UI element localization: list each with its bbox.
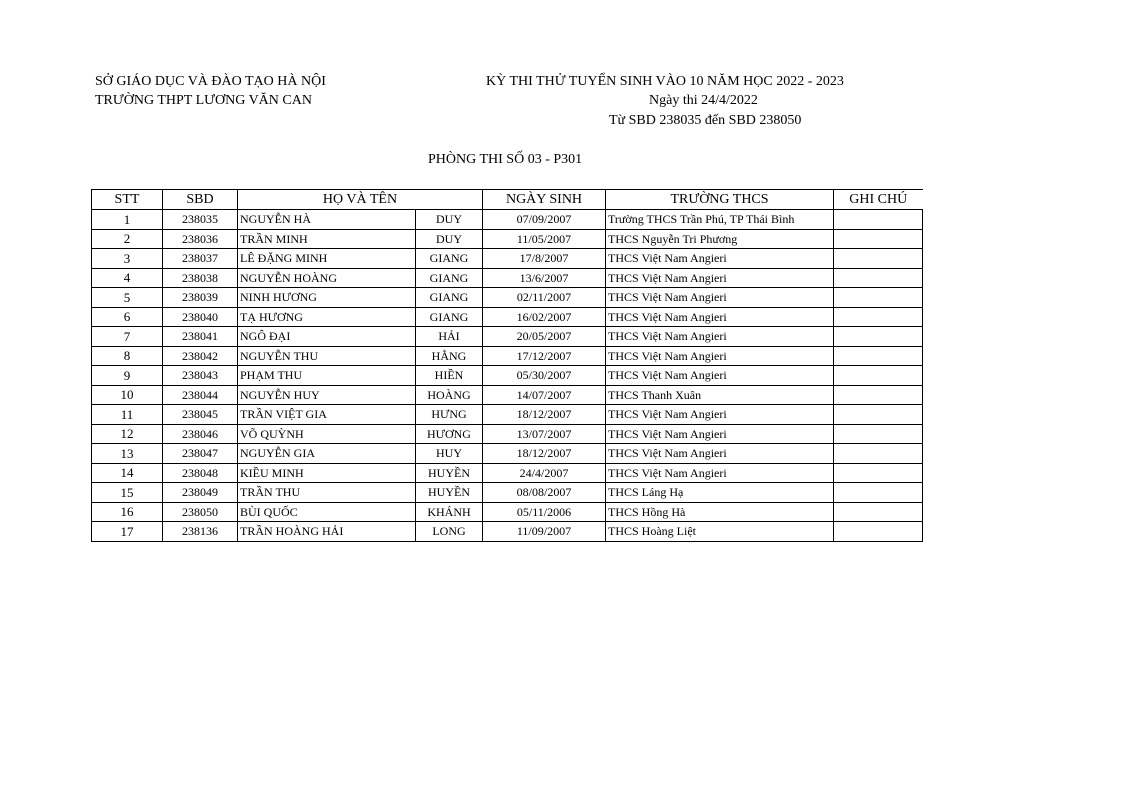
row-given-name: KHÁNH — [416, 502, 483, 522]
row-note — [834, 249, 923, 269]
row-given-name: HUY — [416, 444, 483, 464]
col-header-school: TRƯỜNG THCS — [606, 190, 834, 210]
row-stt: 15 — [92, 483, 163, 503]
row-given-name: HẰNG — [416, 346, 483, 366]
row-stt: 9 — [92, 366, 163, 386]
row-family-name: NINH HƯƠNG — [238, 288, 416, 308]
row-school: THCS Việt Nam Angieri — [606, 327, 834, 347]
row-date-of-birth: 08/08/2007 — [483, 483, 606, 503]
table-row — [92, 483, 923, 503]
table-row — [92, 307, 923, 327]
row-note — [834, 483, 923, 503]
row-date-of-birth: 02/11/2007 — [483, 288, 606, 308]
exam-date: Ngày thi 24/4/2022 — [649, 93, 758, 108]
row-sbd: 238136 — [163, 522, 238, 542]
table-row — [92, 522, 923, 542]
row-school: THCS Việt Nam Angieri — [606, 463, 834, 483]
row-school: THCS Nguyễn Tri Phương — [606, 229, 834, 249]
row-given-name: GIANG — [416, 249, 483, 269]
row-given-name: GIANG — [416, 288, 483, 308]
row-stt: 5 — [92, 288, 163, 308]
row-sbd: 238037 — [163, 249, 238, 269]
row-school: THCS Việt Nam Angieri — [606, 288, 834, 308]
table-row — [92, 229, 923, 249]
row-sbd: 238036 — [163, 229, 238, 249]
row-stt: 10 — [92, 385, 163, 405]
row-note — [834, 522, 923, 542]
row-school: THCS Thanh Xuân — [606, 385, 834, 405]
row-date-of-birth: 05/30/2007 — [483, 366, 606, 386]
row-date-of-birth: 13/6/2007 — [483, 268, 606, 288]
row-sbd: 238038 — [163, 268, 238, 288]
row-sbd: 238042 — [163, 346, 238, 366]
row-note — [834, 366, 923, 386]
row-school: THCS Việt Nam Angieri — [606, 405, 834, 425]
row-stt: 14 — [92, 463, 163, 483]
row-sbd: 238046 — [163, 424, 238, 444]
row-sbd: 238041 — [163, 327, 238, 347]
row-date-of-birth: 13/07/2007 — [483, 424, 606, 444]
row-school: THCS Việt Nam Angieri — [606, 424, 834, 444]
row-given-name: GIANG — [416, 307, 483, 327]
row-date-of-birth: 18/12/2007 — [483, 444, 606, 464]
row-stt: 16 — [92, 502, 163, 522]
row-date-of-birth: 24/4/2007 — [483, 463, 606, 483]
col-header-dob: NGÀY SINH — [483, 190, 606, 210]
row-family-name: NGUYỄN HOÀNG — [238, 268, 416, 288]
row-family-name: NGÔ ĐẠI — [238, 327, 416, 347]
row-sbd: 238049 — [163, 483, 238, 503]
row-date-of-birth: 11/05/2007 — [483, 229, 606, 249]
table-row — [92, 385, 923, 405]
table-row — [92, 366, 923, 386]
row-sbd: 238045 — [163, 405, 238, 425]
row-sbd: 238047 — [163, 444, 238, 464]
row-given-name: HẢI — [416, 327, 483, 347]
row-note — [834, 405, 923, 425]
table-row — [92, 268, 923, 288]
row-note — [834, 288, 923, 308]
row-date-of-birth: 20/05/2007 — [483, 327, 606, 347]
sbd-range: Từ SBD 238035 đến SBD 238050 — [609, 113, 802, 128]
row-note — [834, 268, 923, 288]
row-sbd: 238050 — [163, 502, 238, 522]
row-school: THCS Việt Nam Angieri — [606, 366, 834, 386]
table-row — [92, 346, 923, 366]
row-given-name: HUYỀN — [416, 463, 483, 483]
row-school: THCS Việt Nam Angieri — [606, 307, 834, 327]
row-given-name: HOÀNG — [416, 385, 483, 405]
department-name: SỞ GIÁO DỤC VÀ ĐÀO TẠO HÀ NỘI — [95, 74, 326, 89]
col-header-name: HỌ VÀ TÊN — [238, 190, 483, 210]
row-date-of-birth: 16/02/2007 — [483, 307, 606, 327]
row-date-of-birth: 17/12/2007 — [483, 346, 606, 366]
table-header-row — [92, 190, 923, 210]
row-date-of-birth: 11/09/2007 — [483, 522, 606, 542]
row-sbd: 238048 — [163, 463, 238, 483]
row-family-name: TRẦN THU — [238, 483, 416, 503]
row-family-name: VÕ QUỲNH — [238, 424, 416, 444]
row-family-name: TRẦN HOÀNG HẢI — [238, 522, 416, 542]
table-row — [92, 444, 923, 464]
col-header-sbd: SBD — [163, 190, 238, 210]
table-row — [92, 463, 923, 483]
table-row — [92, 405, 923, 425]
row-sbd: 238039 — [163, 288, 238, 308]
row-stt: 2 — [92, 229, 163, 249]
row-family-name: TRẦN MINH — [238, 229, 416, 249]
table-row — [92, 327, 923, 347]
candidate-table — [91, 189, 923, 542]
row-stt: 3 — [92, 249, 163, 269]
row-stt: 7 — [92, 327, 163, 347]
row-date-of-birth: 07/09/2007 — [483, 210, 606, 230]
row-note — [834, 463, 923, 483]
row-school: THCS Láng Hạ — [606, 483, 834, 503]
row-sbd: 238035 — [163, 210, 238, 230]
col-header-note: GHI CHÚ — [834, 190, 923, 210]
row-family-name: TẠ HƯƠNG — [238, 307, 416, 327]
row-school: Trường THCS Trần Phú, TP Thái Bình — [606, 210, 834, 230]
school-name: TRƯỜNG THPT LƯƠNG VĂN CAN — [95, 93, 312, 108]
table-row — [92, 249, 923, 269]
row-note — [834, 385, 923, 405]
row-given-name: DUY — [416, 229, 483, 249]
row-school: THCS Việt Nam Angieri — [606, 346, 834, 366]
row-note — [834, 307, 923, 327]
row-stt: 17 — [92, 522, 163, 542]
row-note — [834, 502, 923, 522]
row-family-name: LÊ ĐẶNG MINH — [238, 249, 416, 269]
row-given-name: HƯNG — [416, 405, 483, 425]
row-school: THCS Việt Nam Angieri — [606, 249, 834, 269]
row-family-name: NGUYỄN HÀ — [238, 210, 416, 230]
row-note — [834, 424, 923, 444]
row-family-name: TRẦN VIỆT GIA — [238, 405, 416, 425]
room-title: PHÒNG THI SỐ 03 - P301 — [428, 152, 583, 167]
row-family-name: PHẠM THU — [238, 366, 416, 386]
row-given-name: DUY — [416, 210, 483, 230]
row-school: THCS Việt Nam Angieri — [606, 268, 834, 288]
table-body — [92, 210, 923, 542]
col-header-stt: STT — [92, 190, 163, 210]
row-school: THCS Hoàng Liệt — [606, 522, 834, 542]
row-date-of-birth: 14/07/2007 — [483, 385, 606, 405]
row-note — [834, 229, 923, 249]
row-given-name: HIỀN — [416, 366, 483, 386]
row-stt: 8 — [92, 346, 163, 366]
table-row — [92, 288, 923, 308]
row-family-name: BÙI QUỐC — [238, 502, 416, 522]
row-note — [834, 444, 923, 464]
row-stt: 12 — [92, 424, 163, 444]
row-sbd: 238040 — [163, 307, 238, 327]
row-date-of-birth: 17/8/2007 — [483, 249, 606, 269]
row-sbd: 238043 — [163, 366, 238, 386]
table-row — [92, 502, 923, 522]
row-stt: 4 — [92, 268, 163, 288]
row-school: THCS Việt Nam Angieri — [606, 444, 834, 464]
row-given-name: HUYỀN — [416, 483, 483, 503]
row-family-name: NGUYỄN THU — [238, 346, 416, 366]
row-family-name: NGUYỄN HUY — [238, 385, 416, 405]
row-school: THCS Hồng Hà — [606, 502, 834, 522]
row-date-of-birth: 05/11/2006 — [483, 502, 606, 522]
row-given-name: GIANG — [416, 268, 483, 288]
row-stt: 13 — [92, 444, 163, 464]
row-stt: 6 — [92, 307, 163, 327]
row-note — [834, 210, 923, 230]
row-sbd: 238044 — [163, 385, 238, 405]
table-row — [92, 210, 923, 230]
row-note — [834, 346, 923, 366]
row-note — [834, 327, 923, 347]
exam-title: KỲ THI THỬ TUYỂN SINH VÀO 10 NĂM HỌC 2022 - 2023 — [486, 74, 844, 89]
row-family-name: KIỀU MINH — [238, 463, 416, 483]
row-date-of-birth: 18/12/2007 — [483, 405, 606, 425]
row-stt: 11 — [92, 405, 163, 425]
row-given-name: HƯƠNG — [416, 424, 483, 444]
row-given-name: LONG — [416, 522, 483, 542]
table-row — [92, 424, 923, 444]
row-stt: 1 — [92, 210, 163, 230]
row-family-name: NGUYỄN GIA — [238, 444, 416, 464]
